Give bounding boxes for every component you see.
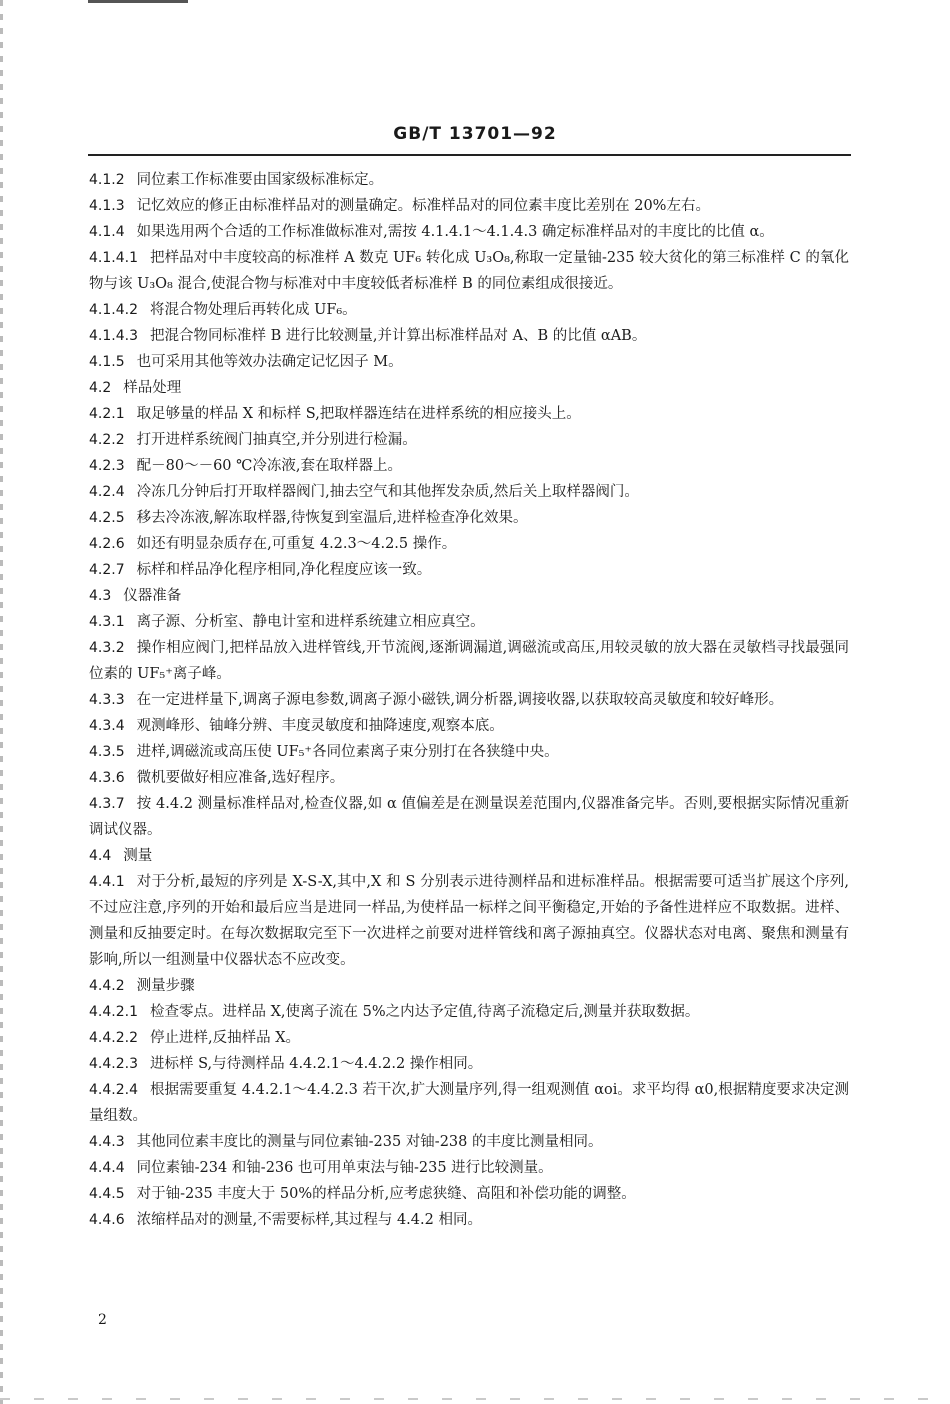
- clause-number: 4.1.4.1: [89, 250, 138, 266]
- clause-4-3-3: [89, 687, 849, 713]
- clause-number: 4.2.1: [89, 406, 125, 422]
- clause-text: 浓缩样品对的测量,不需要标样,其过程与 4.4.2 相同。: [136, 1212, 482, 1228]
- clause-number: 4.4.2.1: [89, 1004, 138, 1020]
- clause-number: 4.4.2.4: [89, 1082, 138, 1098]
- clause-4-1-2: [89, 167, 849, 193]
- clause-4-4-6: [89, 1207, 849, 1233]
- clause-text: 进样,调磁流或高压使 UF₅⁺各同位素离子束分别打在各狭缝中央。: [136, 744, 559, 760]
- clause-number: 4.2.7: [89, 562, 125, 578]
- clause-text: 停止进样,反抽样品 X。: [149, 1030, 301, 1046]
- clause-4-4-5: [89, 1181, 849, 1207]
- clause-text: 按 4.4.2 测量标准样品对,检查仪器,如 α 值偏差是在测量误差范围内,仪器准备完毕。否则,要根据实际情况重新调试仪器。: [89, 796, 849, 838]
- clause-number: 4.4.3: [89, 1134, 125, 1150]
- clause-4-4-2-3: [89, 1051, 849, 1077]
- clause-4-3-7: [89, 791, 849, 843]
- clause-4-4-1: [89, 869, 849, 973]
- clause-text: 打开进样系统阀门抽真空,并分别进行检漏。: [136, 432, 417, 448]
- clause-text: 对于分析,最短的序列是 X-S-X,其中,X 和 S 分别表示进待测样品和进标准样品。根据需要可适当扩展这个序列,不过应注意,序列的开始和最后应当是进同一样品,为使样品一标样之间平衡稳定,开始的予备性进样应不取数据。进样、测量和反抽要定时。在每次数据取完至下一次进样之前要对进样管线和离子源抽真空。仪器状态对电离、聚焦和测量有影响,所以一组测量中仪器状态不应改变。: [89, 874, 849, 968]
- clause-number: 4.4.2.2: [89, 1030, 138, 1046]
- clause-number: 4.4.1: [89, 874, 125, 890]
- clause-text: 观测峰形、铀峰分辨、丰度灵敏度和抽降速度,观察本底。: [136, 718, 504, 734]
- clause-number: 4.3.2: [89, 640, 125, 656]
- clause-text: 样品处理: [123, 380, 182, 396]
- clause-number: 4.4.5: [89, 1186, 125, 1202]
- clause-text: 如还有明显杂质存在,可重复 4.2.3～4.2.5 操作。: [136, 536, 457, 552]
- clause-number: 4.2.6: [89, 536, 125, 552]
- clause-number: 4.4: [89, 848, 112, 864]
- clause-number: 4.1.4.3: [89, 328, 138, 344]
- clause-number: 4.3.7: [89, 796, 125, 812]
- clause-number: 4.3.3: [89, 692, 125, 708]
- clause-number: 4.1.4: [89, 224, 125, 240]
- scan-artifact-top: [88, 0, 188, 3]
- clause-text: 记忆效应的修正由标准样品对的测量确定。标准样品对的同位素丰度比差别在 20%左右。: [136, 198, 710, 214]
- clause-number: 4.3.4: [89, 718, 125, 734]
- page-header: GB/T 13701—92: [393, 124, 557, 144]
- clause-text: 离子源、分析室、静电计室和进样系统建立相应真空。: [136, 614, 485, 630]
- clause-4-2-5: [89, 505, 849, 531]
- clause-text: 把混合物同标准样 B 进行比较测量,并计算出标准样品对 A、B 的比值 αAB。: [149, 328, 647, 344]
- clause-number: 4.3.1: [89, 614, 125, 630]
- clause-4-1-4: [89, 219, 849, 245]
- clause-number: 4.3.6: [89, 770, 125, 786]
- clause-number: 4.1.5: [89, 354, 125, 370]
- clause-4-3-5: [89, 739, 849, 765]
- clause-text: 在一定进样量下,调离子源电参数,调离子源小磁铁,调分析器,调接收器,以获取较高灵敏度和较好峰形。: [136, 692, 784, 708]
- clause-text: 移去冷冻液,解冻取样器,待恢复到室温后,进样检查净化效果。: [136, 510, 528, 526]
- clause-number: 4.4.4: [89, 1160, 125, 1176]
- clause-4-2: [89, 375, 849, 401]
- clause-text: 测量: [123, 848, 153, 864]
- clause-text: 也可采用其他等效办法确定记忆因子 M。: [136, 354, 403, 370]
- clause-4-4-2-2: [89, 1025, 849, 1051]
- clause-text: 把样品对中丰度较高的标准样 A 数克 UF₆ 转化成 U₃O₈,称取一定量铀-235 较大贫化的第三标准样 C 的氧化物与该 U₃O₈ 混合,使混合物与标准对中丰度较低者标准样 B 的同位素组成很接近。: [89, 250, 849, 292]
- page-number: 2: [98, 1312, 107, 1328]
- clause-4-1-4-3: [89, 323, 849, 349]
- clause-text: 标样和样品净化程序相同,净化程度应该一致。: [136, 562, 432, 578]
- clause-number: 4.1.4.2: [89, 302, 138, 318]
- clause-number: 4.4.6: [89, 1212, 125, 1228]
- clause-4-2-1: [89, 401, 849, 427]
- clause-4-4-2-1: [89, 999, 849, 1025]
- clause-number: 4.2.2: [89, 432, 125, 448]
- clause-number: 4.2.3: [89, 458, 125, 474]
- clause-4-4-3: [89, 1129, 849, 1155]
- clause-text: 微机要做好相应准备,选好程序。: [136, 770, 345, 786]
- clause-text: 仪器准备: [123, 588, 182, 604]
- clause-4-3: [89, 583, 849, 609]
- clause-number: 4.1.2: [89, 172, 125, 188]
- clause-text: 进标样 S,与待测样品 4.4.2.1～4.4.2.2 操作相同。: [149, 1056, 483, 1072]
- clause-4-2-4: [89, 479, 849, 505]
- scan-artifact-left: [0, 0, 3, 1404]
- clause-4-1-4-1: [89, 245, 849, 297]
- clause-4-1-3: [89, 193, 849, 219]
- clause-number: 4.3: [89, 588, 112, 604]
- clause-text: 检查零点。进样品 X,使离子流在 5%之内达予定值,待离子流稳定后,测量并获取数据。: [149, 1004, 700, 1020]
- clause-text: 测量步骤: [136, 978, 195, 994]
- clause-4-4-2-4: [89, 1077, 849, 1129]
- clause-text: 同位素铀-234 和铀-236 也可用单束法与铀-235 进行比较测量。: [136, 1160, 553, 1176]
- clause-number: 4.3.5: [89, 744, 125, 760]
- header-rule: [88, 154, 851, 156]
- clause-4-4-2: [89, 973, 849, 999]
- clause-text: 其他同位素丰度比的测量与同位素铀-235 对铀-238 的丰度比测量相同。: [136, 1134, 603, 1150]
- clause-text: 根据需要重复 4.4.2.1～4.4.2.3 若干次,扩大测量序列,得一组观测值 αoi。求平均得 α0,根据精度要求决定测量组数。: [89, 1082, 849, 1124]
- clause-text: 对于铀-235 丰度大于 50%的样品分析,应考虑狭缝、高阻和补偿功能的调整。: [136, 1186, 636, 1202]
- clause-4-2-6: [89, 531, 849, 557]
- clause-number: 4.2: [89, 380, 112, 396]
- clause-4-1-5: [89, 349, 849, 375]
- clause-4-3-2: [89, 635, 849, 687]
- clause-text: 将混合物处理后再转化成 UF₆。: [149, 302, 357, 318]
- clause-text: 配－80～－60 ℃冷冻液,套在取样器上。: [136, 458, 402, 474]
- clause-number: 4.4.2: [89, 978, 125, 994]
- clause-4-3-4: [89, 713, 849, 739]
- document-body: [89, 167, 849, 1233]
- clause-text: 同位素工作标准要由国家级标准标定。: [136, 172, 384, 188]
- clause-number: 4.2.4: [89, 484, 125, 500]
- clause-4-2-7: [89, 557, 849, 583]
- clause-4-3-1: [89, 609, 849, 635]
- clause-4-3-6: [89, 765, 849, 791]
- clause-4-1-4-2: [89, 297, 849, 323]
- scan-artifact-bottom: [0, 1398, 950, 1400]
- clause-text: 取足够量的样品 X 和标样 S,把取样器连结在进样系统的相应接头上。: [136, 406, 581, 422]
- clause-text: 操作相应阀门,把样品放入进样管线,开节流阀,逐渐调漏道,调磁流或高压,用较灵敏的放大器在灵敏档寻找最强同位素的 UF₅⁺离子峰。: [89, 640, 849, 682]
- clause-4-4: [89, 843, 849, 869]
- clause-number: 4.1.3: [89, 198, 125, 214]
- clause-text: 冷冻几分钟后打开取样器阀门,抽去空气和其他挥发杂质,然后关上取样器阀门。: [136, 484, 639, 500]
- clause-number: 4.2.5: [89, 510, 125, 526]
- clause-4-2-3: [89, 453, 849, 479]
- clause-4-2-2: [89, 427, 849, 453]
- clause-number: 4.4.2.3: [89, 1056, 138, 1072]
- clause-4-4-4: [89, 1155, 849, 1181]
- clause-text: 如果选用两个合适的工作标准做标准对,需按 4.1.4.1～4.1.4.3 确定标准样品对的丰度比的比值 α。: [136, 224, 774, 240]
